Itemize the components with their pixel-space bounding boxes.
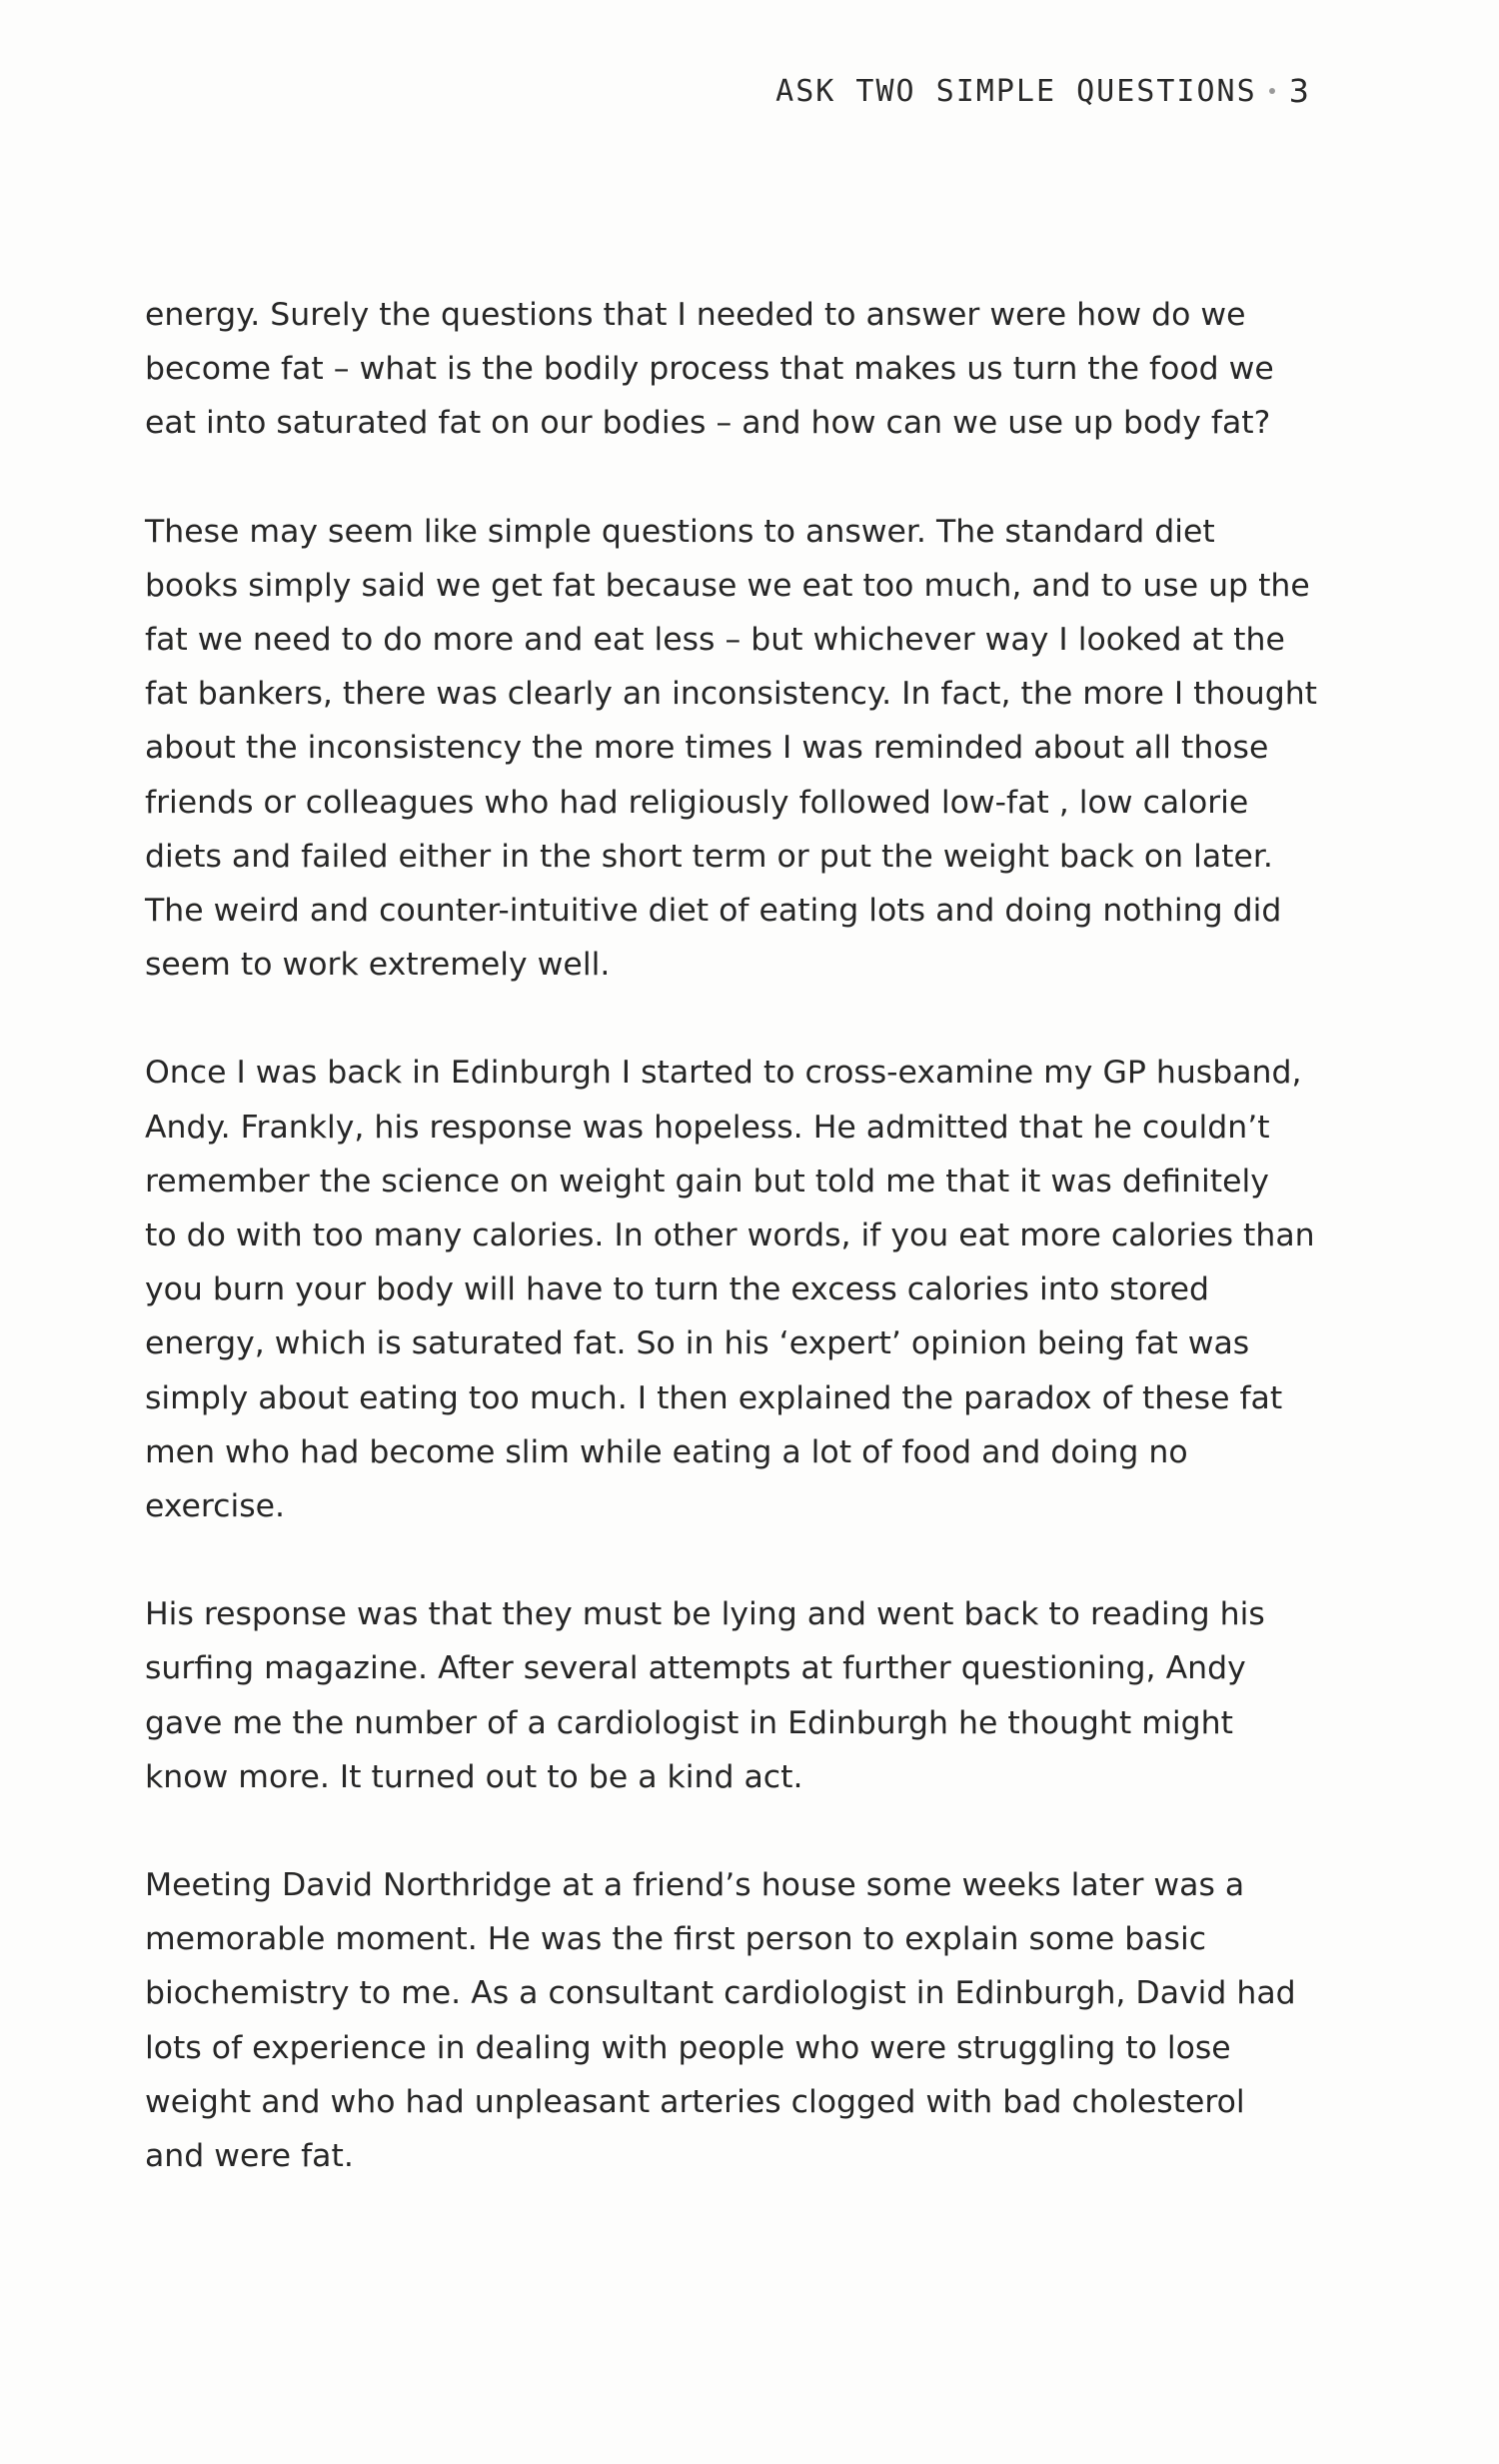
text-line: fat we need to do more and eat less – but whichever way I looked at the <box>145 622 1285 659</box>
text-line: men who had become slim while eating a lot of food and doing no <box>145 1433 1188 1470</box>
text-line: and were fat. <box>145 2138 354 2175</box>
text-line: energy. Surely the questions that I needed to answer were how do we <box>145 297 1246 333</box>
page-number: 3 <box>1288 72 1309 110</box>
paragraph-4 <box>145 1587 1322 1804</box>
text-line: books simply said we get fat because we eat too much, and to use up the <box>145 567 1310 604</box>
text-line: fat bankers, there was clearly an inconsistency. In fact, the more I thought <box>145 676 1318 713</box>
text-line: biochemistry to me. As a consultant cardiologist in Edinburgh, David had <box>145 1975 1296 2012</box>
text-line: Andy. Frankly, his response was hopeless. He admitted that he couldn’t <box>145 1109 1270 1146</box>
paragraph-2 <box>145 505 1322 993</box>
text-line: exercise. <box>145 1488 286 1525</box>
text-line: lots of experience in dealing with people who were struggling to lose <box>145 2029 1231 2066</box>
running-title: ASK TWO SIMPLE QUESTIONS <box>775 73 1257 109</box>
paragraph-3 <box>145 1046 1322 1533</box>
text-line: to do with too many calories. In other words, if you eat more calories than <box>145 1218 1315 1254</box>
paragraph-5 <box>145 1858 1322 2183</box>
text-line: know more. It turned out to be a kind act. <box>145 1758 803 1795</box>
text-line: surfing magazine. After several attempts at further questioning, Andy <box>145 1650 1246 1687</box>
text-line: friends or colleagues who had religiously followed low-fat , low calorie <box>145 784 1249 821</box>
text-line: The weird and counter-intuitive diet of eating lots and doing nothing did <box>145 893 1282 930</box>
text-line: seem to work extremely well. <box>145 947 611 984</box>
text-line: become fat – what is the bodily process that makes us turn the food we <box>145 351 1274 388</box>
text-line: remember the science on weight gain but told me that it was definitely <box>145 1163 1269 1200</box>
text-line: you burn your body will have to turn the excess calories into stored <box>145 1271 1209 1308</box>
paragraph-1 <box>145 288 1322 451</box>
text-line: Once I was back in Edinburgh I started to cross-examine my GP husband, <box>145 1055 1302 1092</box>
text-line: energy, which is saturated fat. So in his ‘expert’ opinion being fat was <box>145 1325 1250 1362</box>
text-line: eat into saturated fat on our bodies – and how can we use up body fat? <box>145 405 1271 442</box>
text-line: His response was that they must be lying and went back to reading his <box>145 1596 1265 1633</box>
text-line: about the inconsistency the more times I was reminded about all those <box>145 730 1269 767</box>
text-line: These may seem like simple questions to answer. The standard diet <box>145 513 1215 550</box>
running-header <box>775 72 1309 110</box>
text-line: weight and who had unpleasant arteries clogged with bad cholesterol <box>145 2083 1245 2120</box>
text-line: Meeting David Northridge at a friend’s house some weeks later was a <box>145 1867 1245 1904</box>
text-line: gave me the number of a cardiologist in Edinburgh he thought might <box>145 1704 1233 1741</box>
text-line: diets and failed either in the short term or put the weight back on later. <box>145 838 1273 875</box>
bullet-separator-icon <box>1269 88 1275 94</box>
body-text <box>145 288 1322 2237</box>
text-line: memorable moment. He was the first person to explain some basic <box>145 1921 1207 1958</box>
text-line: simply about eating too much. I then explained the paradox of these fat <box>145 1379 1283 1416</box>
